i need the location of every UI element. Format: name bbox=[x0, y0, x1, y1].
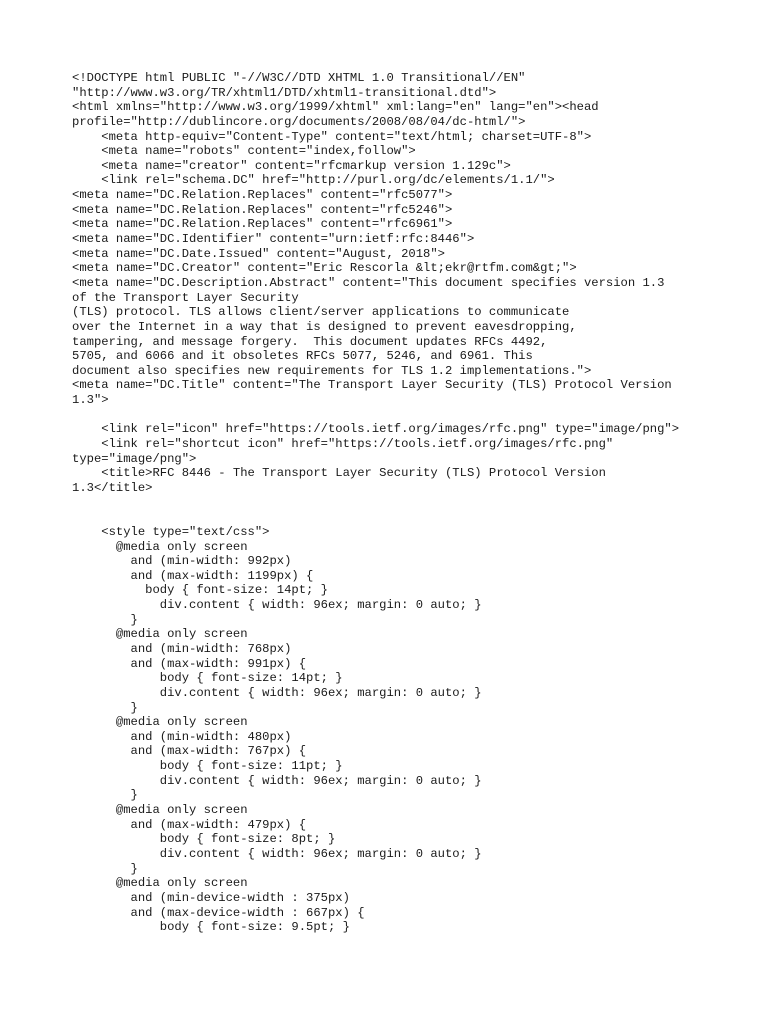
code-line: @media only screen bbox=[72, 715, 248, 730]
code-line: over the Internet in a way that is designed to prevent eavesdropping, bbox=[72, 319, 577, 334]
code-line: <meta name="robots" content="index,follow"> bbox=[72, 144, 416, 159]
code-line: <link rel="icon" href="https://tools.ietf.org/images/rfc.png" type="image/png"> bbox=[72, 422, 680, 437]
code-line: <meta name="DC.Title" content="The Transport Layer Security (TLS) Protocol Version bbox=[72, 378, 672, 393]
code-line: <meta name="creator" content="rfcmarkup version 1.129c"> bbox=[72, 158, 511, 173]
code-line: profile="http://dublincore.org/documents/2008/08/04/dc-html/"> bbox=[72, 114, 526, 129]
code-line: div.content { width: 96ex; margin: 0 auto; } bbox=[72, 598, 482, 613]
code-line bbox=[72, 496, 752, 511]
code-line: @media only screen bbox=[72, 803, 248, 818]
code-line: <link rel="schema.DC" href="http://purl.org/dc/elements/1.1/"> bbox=[72, 173, 555, 188]
code-line: body { font-size: 14pt; } bbox=[72, 671, 343, 686]
code-line: tampering, and message forgery. This document updates RFCs 4492, bbox=[72, 334, 548, 349]
code-line: } bbox=[72, 700, 138, 715]
code-line: <meta name="DC.Relation.Replaces" content="rfc5246"> bbox=[72, 202, 453, 217]
code-line: <meta name="DC.Identifier" content="urn:ietf:rfc:8446"> bbox=[72, 232, 475, 247]
code-line: <meta name="DC.Relation.Replaces" content="rfc5077"> bbox=[72, 188, 453, 203]
code-line: <meta name="DC.Date.Issued" content="August, 2018"> bbox=[72, 246, 445, 261]
code-line: (TLS) protocol. TLS allows client/server applications to communicate bbox=[72, 305, 570, 320]
code-line bbox=[72, 408, 752, 423]
code-line: @media only screen bbox=[72, 876, 248, 891]
code-line: <html xmlns="http://www.w3.org/1999/xhtml" xml:lang="en" lang="en"><head bbox=[72, 100, 599, 115]
code-line: } bbox=[72, 612, 138, 627]
document-page bbox=[72, 71, 752, 935]
code-line: and (max-width: 767px) { bbox=[72, 744, 307, 759]
code-line: <title>RFC 8446 - The Transport Layer Security (TLS) Protocol Version bbox=[72, 466, 606, 481]
code-line: @media only screen bbox=[72, 627, 248, 642]
code-line: } bbox=[72, 861, 138, 876]
code-line: and (min-width: 480px) bbox=[72, 729, 292, 744]
code-line: <meta name="DC.Creator" content="Eric Rescorla &lt;ekr@rtfm.com&gt;"> bbox=[72, 261, 577, 276]
code-line: 1.3</title> bbox=[72, 480, 153, 495]
code-line: document also specifies new requirements for TLS 1.2 implementations."> bbox=[72, 363, 592, 378]
code-line: } bbox=[72, 788, 138, 803]
source-code-block bbox=[72, 71, 752, 935]
code-line: <!DOCTYPE html PUBLIC "-//W3C//DTD XHTML 1.0 Transitional//EN" bbox=[72, 71, 526, 85]
code-line: of the Transport Layer Security bbox=[72, 290, 299, 305]
code-line: body { font-size: 14pt; } bbox=[72, 583, 328, 598]
code-line: <meta http-equiv="Content-Type" content="text/html; charset=UTF-8"> bbox=[72, 129, 592, 144]
code-line: and (max-device-width : 667px) { bbox=[72, 905, 365, 920]
code-line: and (max-width: 991px) { bbox=[72, 656, 307, 671]
code-line: and (max-width: 479px) { bbox=[72, 817, 307, 832]
code-line: and (min-width: 768px) bbox=[72, 641, 292, 656]
code-line: "http://www.w3.org/TR/xhtml1/DTD/xhtml1-transitional.dtd"> bbox=[72, 85, 497, 100]
code-line: div.content { width: 96ex; margin: 0 auto; } bbox=[72, 846, 482, 861]
code-line: body { font-size: 8pt; } bbox=[72, 832, 336, 847]
code-line bbox=[72, 510, 752, 525]
code-line: 5705, and 6066 and it obsoletes RFCs 5077, 5246, and 6961. This bbox=[72, 349, 533, 364]
code-line: body { font-size: 9.5pt; } bbox=[72, 920, 350, 935]
code-line: type="image/png"> bbox=[72, 451, 197, 466]
code-line: div.content { width: 96ex; margin: 0 auto; } bbox=[72, 773, 482, 788]
code-line: body { font-size: 11pt; } bbox=[72, 759, 343, 774]
code-line: @media only screen bbox=[72, 539, 248, 554]
code-line: 1.3"> bbox=[72, 393, 109, 408]
code-line: <link rel="shortcut icon" href="https://tools.ietf.org/images/rfc.png" bbox=[72, 437, 614, 452]
code-line: <style type="text/css"> bbox=[72, 524, 270, 539]
code-line: div.content { width: 96ex; margin: 0 auto; } bbox=[72, 685, 482, 700]
code-line: and (min-width: 992px) bbox=[72, 554, 292, 569]
code-line: <meta name="DC.Description.Abstract" content="This document specifies version 1.3 bbox=[72, 275, 665, 290]
code-line: <meta name="DC.Relation.Replaces" content="rfc6961"> bbox=[72, 217, 453, 232]
code-line: and (min-device-width : 375px) bbox=[72, 890, 350, 905]
code-line: and (max-width: 1199px) { bbox=[72, 568, 314, 583]
